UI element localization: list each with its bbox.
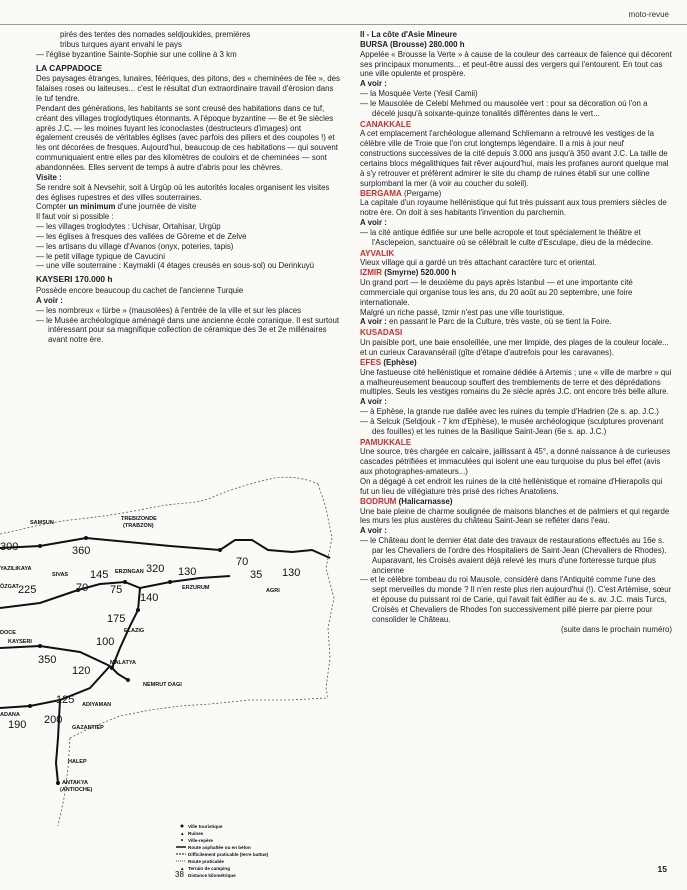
avoir-label: A voir : [36,295,63,305]
city-dot [28,704,32,708]
distance-label: 360 [72,545,91,557]
ayvalik-title: AYVALIK [360,248,395,258]
distance-label: 320 [146,563,165,575]
city-dot [168,580,172,584]
city-label: HALEP [68,759,87,765]
distance-label: 190 [8,719,27,731]
distance-label: 140 [140,592,159,604]
city-label: SIVAS [52,572,69,578]
bodrum-heading: BODRUM (Halicarnasse) [360,496,453,506]
city-label: ADIYAMAN [82,702,112,708]
distance-label: 70 [76,582,89,594]
izmir-text: Malgré un riche passé, Izmir n'est pas une ville touristique. [360,307,565,317]
cappadoce-paragraph: Pendant des générations, les habitants se sont creusé des habitations dans ce tuf, créant des villages troglodytiques étonnants. A l'époque byzantine — 8e et 9e siècles après J.C. — les moines fuyant les iconoclastes (destructeurs d'images) ont également creusés de véritables églises (avec parfois des piliers et des coupoles !) et les ont décorées de fresques. Aujourd'hui, beaucoup de ces habitations — qui souvent communiquaient entre elles par des kilomètres de couloirs et de cheminées — sont abandonnées. Elles servent de temps à autre d'abris pour les chèvres. [36,103,338,172]
izmir-avoir: A voir : en passant le Parc de la Culture, très vaste, où se tient la Foire. [360,317,612,327]
section-title: II - La côte d'Asie Mineure [360,30,458,39]
east-border [318,484,334,698]
bodrum-text: Une baie pleine de charme soulignée de maisons blanches et de palmiers et qui regarde les murs les plus austères du château Saint-Jean se refléter dans l'eau. [360,506,670,526]
distance-label: 35 [250,569,263,581]
cappadoce-paragraph: Des paysages étranges, lunaires, féériques, des pitons, des « cheminées de fée », des falaises roses ou laiteuses... c'est le résultat d'un extraordinaire travail d'érosion dans le tuf tendre. [36,74,340,104]
city-dot [56,781,60,785]
city-label: KAYSERI [8,639,32,645]
izmir-text: Un grand port — le deuxième du pays après Istanbul — et une importante cité commerciale qui organise tous les ans, du 20 août au 20 septembre, une foire internationale. [360,278,633,307]
legend-dot [181,839,183,841]
legend-item: Distance kilométrique [188,873,236,878]
city-dot [38,644,42,648]
city-label: ÖZGAT [0,584,19,590]
route-map [0,438,340,878]
kusadasi-text: Un paisible port, une baie ensoleillée, une mer limpide, des plages de la couleur locale... et un curieux Caravansérail (gîte d'étape d'autrefois pour les caravanes). [360,338,669,357]
pamukkale-text: Une source, très chargée en calcaire, jaillissant à 45°, a donné naissance à de curieuses cascades pétrifiées et immaculées qui isolent une eau turquoise du plus bel effet (avis aux photographes-amateurs...) [360,447,671,477]
city-dot [38,544,42,548]
distance-label: 130 [178,566,197,578]
list-item: — les artisans du village d'Avanos (onyx, poteries, tapis) [36,241,234,251]
list-item: — le Château dont le dernier état date des travaux de restaurations effectués au 16e s. par les Chevaliers de l'ordre des Hospitaliers de Saint-Jean (Chevaliers de Rhodes). Auparavant, les Croisés avaient déjà relevé les murs d'une forteresse turque plus ancienne [360,536,667,575]
bursa-title: BURSA (Brousse) 280.000 h [360,39,465,49]
city-label: NEMRUT DAGI [143,682,182,688]
city-label: ELAZIG [124,628,145,634]
canakkale-title: CANAKKALE [360,119,412,129]
visite-label: Visite : [36,172,62,182]
bursa-text: Appelée « Brousse la Verte » à cause de la couleur des carreaux de faïence qui décorent ses principaux monuments... et peut-être aussi des vergers qui l'entourent. En tout cas une ville opulente et prospère. [360,49,672,79]
legend-item: Ruines [188,831,204,836]
city-label: ERZURUM [182,585,210,591]
list-item: — à Ephèse, la grande rue dallée avec les ruines du temple d'Hadrien (2e s. ap. J.C.) [360,407,659,417]
avoir-label: A voir : [360,79,387,89]
ruins-icon: ▲ [180,831,185,836]
list-item: — la Mosquée Verte (Yesil Camii) [360,89,478,99]
continued-note: (suite dans le prochain numéro) [561,624,672,634]
kusadasi-title: KUSADASI [360,328,403,338]
city-label: ERZINGAN [115,569,144,575]
map-borders [0,477,334,826]
list-item: — le Musée archéologique aménagé dans une ancienne école coranique. Il est surtout intéressant pour sa magnifique collection de céramique des 3e et 2e millénaires avant notre ère. [36,315,340,345]
bergama-heading: BERGAMA (Pergame) [360,188,442,198]
legend-item: Ville-repère [188,838,213,843]
city-label: (ANTIOCHE) [60,787,93,793]
distance-label: 145 [90,569,109,581]
list-item: — les nombreux « türbe » (mausolées) à l'entrée de la ville et sur les places [36,305,302,315]
city-label: (TRABZON) [123,523,154,529]
city-dot [84,536,88,540]
compter-text: Compter un minimum d'une journée de visite [36,202,197,212]
distance-label: 350 [38,654,57,666]
intro-line: pirés des tentes des nomades seldjoukides, premières [60,30,251,39]
avoir-label: A voir : [360,526,387,536]
distance-label: 125 [56,694,75,706]
city-label: YAZILIKAYA [0,566,32,572]
list-item: — la cité antique édifiée sur une belle acropole et tout spécialement le théâtre et l'Asclepeion, sanctuaire où se célébrait le culte d'Esculape, dieu de la médecine. [360,227,654,247]
list-item: — à Selcuk (Seldjouk - 7 km d'Ephèse), le musée archéologique (sculptures provenant des fouilles) et les ruines de la Basilique Saint-Jean (6e s. ap. J.C.) [360,416,664,436]
distance-label: 100 [96,636,115,648]
city-dot [123,580,127,584]
visite-text: Se rendre soit à Nevsehir, soit à Urgüp où les autorités locales organisent les visites des églises rupestres et des villes souterraines. [36,182,330,202]
kayseri-paragraph: Possède encore beaucoup du cachet de l'ancienne Turquie [36,286,244,296]
distance-label: 120 [72,665,91,677]
legend-item: Ville touristique [188,824,223,829]
road [56,700,60,783]
canakkale-text: A cet emplacement l'archéologue allemand Schliemann a retrouvé les vestiges de la célèbre ville de Troie que l'on crut longtemps légendaire. Il a mis à jour neuf constructions successives de la cité depuis 3.000 ans jusqu'à 350 avant J.C. La taille de certains blocs mégalithiques fait rêver aujourd'hui, mais les profanes auront quelque mal à s'y retrouver et préfèrent admirer le site du champ de ruines établi sur une colline surplombant la mer (à voir au coucher du soleil). [360,129,669,188]
city-dot [136,608,140,612]
pamukkale-title: PAMUKKALE [360,437,412,447]
faut-voir-label: Il faut voir si possible : [36,212,114,222]
ayvalik-text: Vieux village qui a gardé un très attachant caractère turc et oriental. [360,258,597,268]
right-column [360,30,672,634]
intro-line: tribus turques ayant envahi le pays [60,39,182,49]
bergama-text: La capitale d'un royaume hellénistique qui fut très puissant aux tous premiers siècles de notre ère. On doit à ses habitants l'invention du parchemin. [360,198,667,218]
kayseri-title: KAYSERI 170.000 h [36,274,113,285]
list-item: — une ville souterraine : Kaymakli (4 étages creusés en sous-sol) ou Derinkuyü [36,261,315,271]
city-dot [110,666,114,670]
city-label: ADANA [0,712,20,718]
city-dot [218,548,222,552]
distance-label: 200 [44,714,63,726]
legend-item: Difficilement praticable (terre battue) [188,852,269,857]
list-item: — les églises à fresques des vallées de Göreme et de Zelve [36,231,247,241]
page-number: 15 [657,864,667,874]
distance-label: 225 [18,584,37,596]
city-label: ANTAKYA [62,780,88,786]
legend-dot [181,825,184,828]
distance-label: 300 [0,541,19,553]
distance-label: 70 [236,556,249,568]
list-item: — les villages troglodytes : Uchisar, Ortahisar, Urgüp [36,222,221,232]
city-label: MALATYA [110,660,136,666]
city-label: AGRI [266,588,280,594]
city-label: SAMSUN [30,520,54,526]
legend-item: Terrain de camping [188,866,231,871]
list-item: — le petit village typique de Cavucini [36,251,165,261]
city-label: DOCE [0,630,16,636]
list-item: — et le célèbre tombeau du roi Mausole, considéré dans l'Antiquité comme l'une des sept merveilles du monde ? Il n'en reste plus rien aujourd'hui (!). C'est Artémise, sœur et épouse du puissant roi de Carie, qui l'avait fait édifier au 4e s. av. J.C. mais Turcs, Croisés et Chevaliers de Rhodes l'on successivement pillé pierre par pierre pour consolider le Château. [360,575,672,624]
magazine-name: moto-revue [628,10,669,19]
intro-line: — l'église byzantine Sainte-Sophie sur une colline à 3 km [36,49,237,59]
tent-icon: ▲ [180,866,185,871]
distance-label: 175 [107,613,126,625]
distance-label: 75 [110,584,123,596]
avoir-label: A voir : [360,397,387,407]
city-dot [126,678,130,682]
cappadoce-title: LA CAPPADOCE [36,62,103,73]
distance-label: 130 [282,567,301,579]
legend-item: Route praticable [188,859,224,864]
city-label: GAZANTIEP [72,725,104,731]
city-label: TREBIZONDE [121,516,157,522]
road [86,538,220,550]
header-rule [0,24,687,25]
legend-item: Route asphaltée ou en béton [188,845,251,850]
legend-number: 38 [175,870,184,878]
efes-heading: EFES (Ephèse) [360,357,417,367]
map-legend [175,824,269,878]
izmir-heading: IZMIR (Smyrne) 520.000 h [360,268,457,278]
efes-text: Une fastueuse cité hellénistique et romaine dédiée à Artemis ; une « ville de marbre » qui a malheureusement beaucoup souffert des tremblements de terre et des déprédations multiples. Seuls les vestiges romains du 2e siècle après J.C. ont encore très belle allure. [360,367,672,397]
left-column [36,30,340,345]
avoir-label: A voir : [360,218,387,228]
pamukkale-text: On a dégagé à cet endroit les ruines de la cité hellénistique et romaine d'Hierapolis qui fut un lieu de villégiature très prisé des riches Anatoliens. [360,476,663,496]
list-item: — le Mausolée de Celebi Mehmed ou mausolée vert : pour sa décoration où l'on a décelé jusqu'à soixante-quinze tonalités différentes dans le vert... [360,98,648,118]
